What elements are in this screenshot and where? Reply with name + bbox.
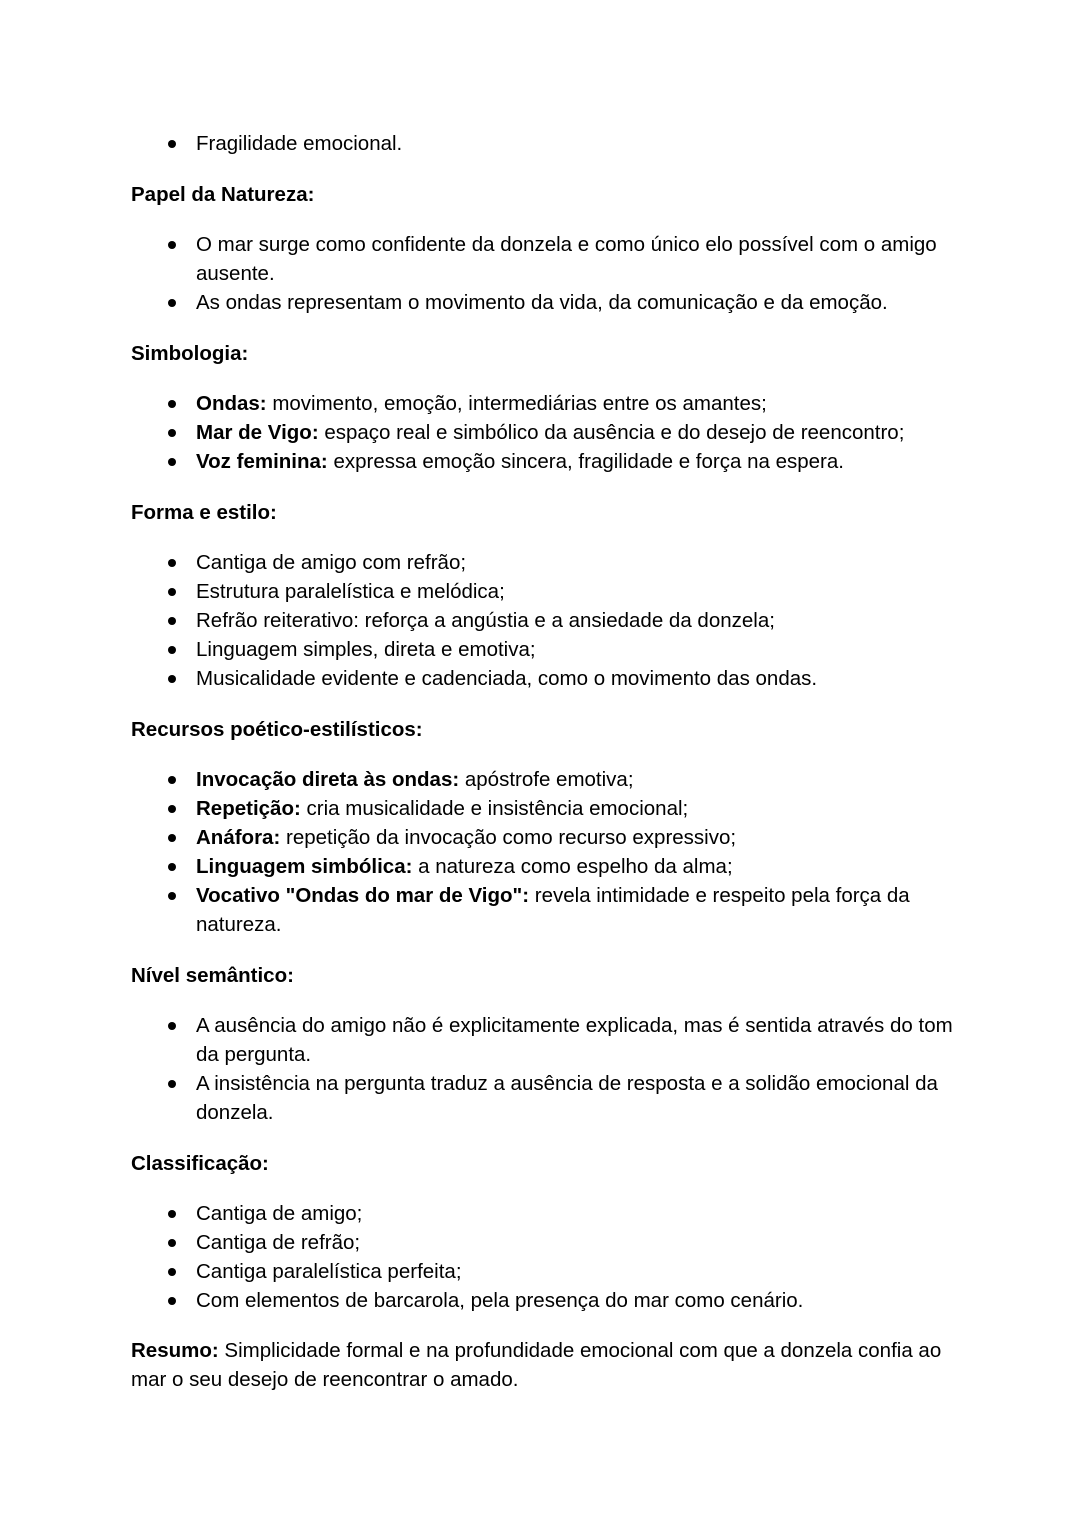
bullet-item	[131, 1228, 961, 1257]
section-bullet-list	[131, 765, 961, 939]
bullet-item-text: apóstrofe emotiva;	[459, 768, 634, 791]
bullet-item-text: As ondas representam o movimento da vida, da comunicação e da emoção.	[196, 291, 888, 314]
bullet-item-term: Repetição:	[196, 797, 301, 820]
bullet-item-text: A insistência na pergunta traduz a ausência de resposta e a solidão emocional da donzela.	[196, 1072, 938, 1124]
bullet-item-term: Vocativo "Ondas do mar de Vigo":	[196, 884, 530, 907]
bullet-item-term: Linguagem simbólica:	[196, 855, 413, 878]
summary-label: Resumo:	[131, 1339, 219, 1362]
bullet-item-term: Invocação direta às ondas:	[196, 768, 460, 791]
bullet-item	[131, 418, 961, 447]
bullet-item-text: Cantiga paralelística perfeita;	[196, 1260, 462, 1283]
bullet-item-text: O mar surge como confidente da donzela e como único elo possível com o amigo ausente.	[196, 233, 937, 285]
section-heading: Classificação:	[131, 1152, 269, 1175]
summary-text: Simplicidade formal e na profundidade emocional com que a donzela confia ao mar o seu desejo de reencontrar o amado.	[131, 1339, 942, 1391]
bullet-item	[131, 664, 961, 693]
bullet-item	[131, 447, 961, 476]
bullet-item	[131, 129, 961, 158]
bullet-item-text: Cantiga de refrão;	[196, 1231, 361, 1254]
bullet-item-text: Cantiga de amigo com refrão;	[196, 551, 467, 574]
bullet-item-text: revela intimidade e respeito pela força da natureza.	[196, 884, 910, 936]
bullet-item-text: movimento, emoção, intermediárias entre os amantes;	[266, 392, 767, 415]
section-bullet-list	[131, 548, 961, 693]
document-content	[131, 129, 961, 1415]
bullet-item	[131, 765, 961, 794]
bullet-item-text: Estrutura paralelística e melódica;	[196, 580, 505, 603]
section-bullet-list	[131, 1199, 961, 1315]
bullet-item-text: a natureza como espelho da alma;	[412, 855, 733, 878]
section-heading: Recursos poético-estilísticos:	[131, 718, 423, 741]
section	[131, 961, 961, 1127]
section-bullet-list	[131, 389, 961, 476]
bullet-item	[131, 230, 961, 288]
bullet-item-term: Anáfora:	[196, 826, 281, 849]
bullet-item	[131, 1199, 961, 1228]
section-heading: Forma e estilo:	[131, 501, 277, 524]
bullet-item	[131, 823, 961, 852]
bullet-item-text: expressa emoção sincera, fragilidade e força na espera.	[327, 450, 844, 473]
bullet-item	[131, 1069, 961, 1127]
bullet-item	[131, 1286, 961, 1315]
section-heading: Nível semântico:	[131, 964, 294, 987]
intro-bullet-list	[131, 129, 961, 158]
bullet-item-text: espaço real e simbólico da ausência e do desejo de reencontro;	[318, 421, 905, 444]
bullet-item	[131, 577, 961, 606]
section	[131, 180, 961, 317]
bullet-item	[131, 288, 961, 317]
sections-container	[131, 180, 961, 1315]
section-heading: Papel da Natureza:	[131, 183, 315, 206]
bullet-item	[131, 606, 961, 635]
section-heading: Simbologia:	[131, 342, 249, 365]
bullet-item	[131, 852, 961, 881]
bullet-item-text: Com elementos de barcarola, pela presença do mar como cenário.	[196, 1289, 804, 1312]
section	[131, 1149, 961, 1315]
bullet-item-text: A ausência do amigo não é explicitamente explicada, mas é sentida através do tom da pergunta.	[196, 1014, 953, 1066]
bullet-item	[131, 1257, 961, 1286]
bullet-item-text: Linguagem simples, direta e emotiva;	[196, 638, 536, 661]
bullet-item	[131, 1011, 961, 1069]
bullet-item	[131, 389, 961, 418]
bullet-item	[131, 635, 961, 664]
section-bullet-list	[131, 230, 961, 317]
bullet-item	[131, 881, 961, 939]
bullet-item-term: Ondas:	[196, 392, 267, 415]
bullet-item-text: Refrão reiterativo: reforça a angústia e a ansiedade da donzela;	[196, 609, 775, 632]
bullet-item	[131, 794, 961, 823]
bullet-item	[131, 548, 961, 577]
bullet-item-term: Voz feminina:	[196, 450, 328, 473]
bullet-item-text: Cantiga de amigo;	[196, 1202, 363, 1225]
summary-paragraph	[131, 1336, 961, 1394]
bullet-item-term: Mar de Vigo:	[196, 421, 319, 444]
section	[131, 715, 961, 939]
section	[131, 339, 961, 476]
bullet-item-text: cria musicalidade e insistência emocional;	[300, 797, 689, 820]
section	[131, 498, 961, 693]
section-bullet-list	[131, 1011, 961, 1127]
bullet-item-text: Fragilidade emocional.	[196, 132, 403, 155]
bullet-item-text: repetição da invocação como recurso expressivo;	[280, 826, 737, 849]
bullet-item-text: Musicalidade evidente e cadenciada, como o movimento das ondas.	[196, 667, 818, 690]
